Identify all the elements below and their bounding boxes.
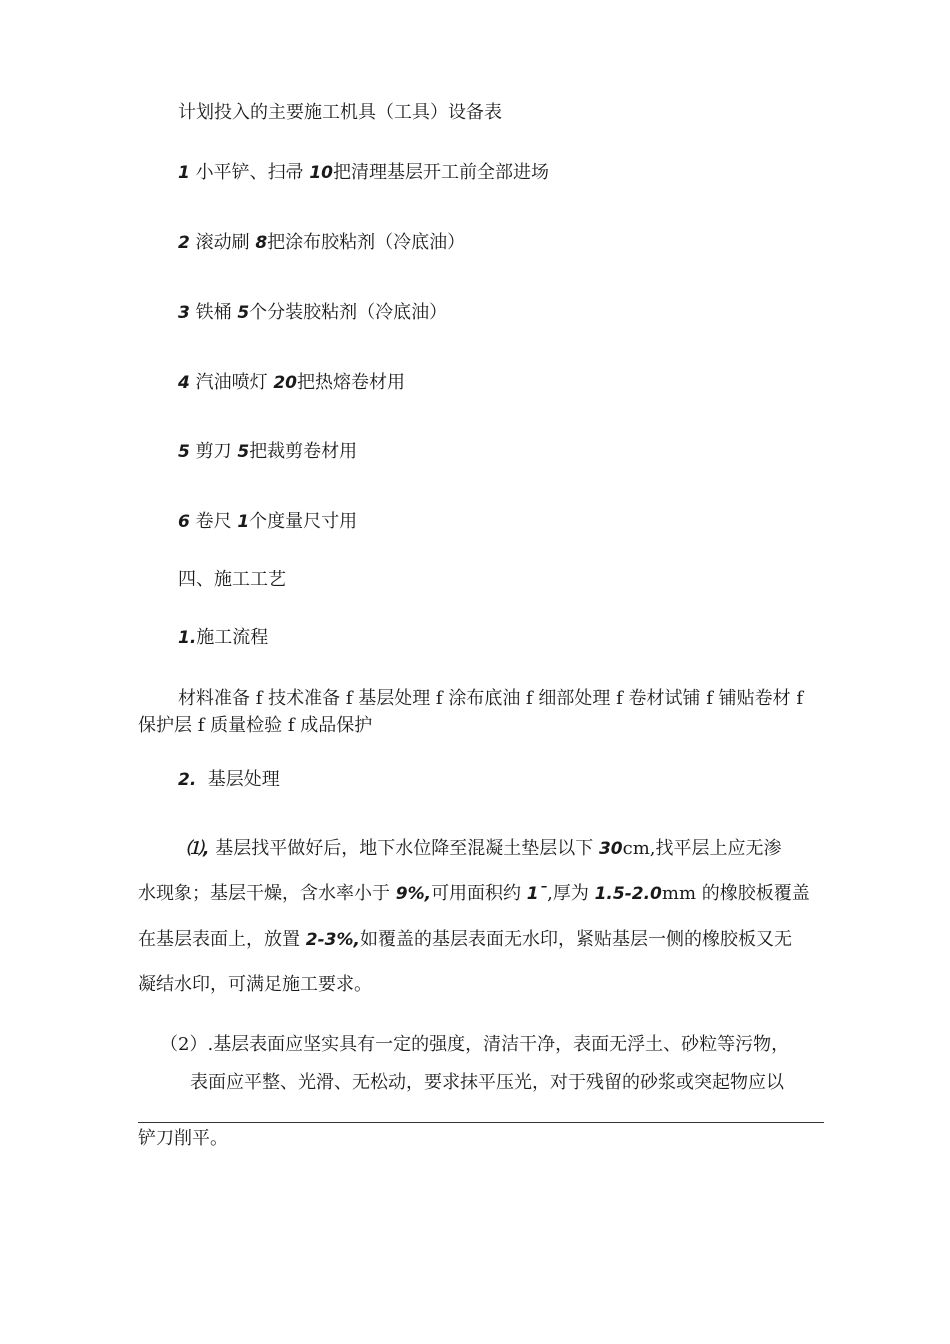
item-unit: 个 [249, 511, 268, 532]
text: ,厚为 [547, 883, 595, 904]
item-use: 热熔卷材用 [314, 372, 405, 393]
item-use: 分装胶粘剂（冷底油） [267, 302, 448, 323]
subheading-text: 施工流程 [196, 627, 269, 648]
subheading-number: 2. [178, 770, 197, 790]
base-p1-line-1 [186, 838, 781, 860]
item-use: 度量尺寸用 [267, 511, 358, 532]
page-divider [138, 1122, 824, 1123]
base-p2-line-2: 表面应平整、光滑、无松动，要求抹平压光，对于残留的砂浆或突起物应以 [190, 1072, 784, 1093]
equipment-item-6 [178, 511, 357, 533]
item-name: 汽油喷灯 [195, 372, 268, 393]
text: 基层表面应坚实具有一定的强度，清洁干净，表面无浮土、砂粒等污物， [213, 1034, 790, 1055]
item-qty: 5 [237, 303, 250, 323]
item-name: 小平铲、扫帚 [195, 162, 304, 183]
item-qty: 8 [255, 233, 268, 253]
item-unit: 把 [332, 162, 351, 183]
item-unit: 把 [267, 232, 286, 253]
subheading-number: 1. [178, 628, 197, 648]
equipment-item-2 [178, 232, 465, 254]
text: 如覆盖的基层表面无水印，紧贴基层一侧的橡胶板又无 [359, 929, 792, 950]
section-heading-construction-process: 四、施工工艺 [178, 569, 286, 590]
item-name: 剪刀 [195, 441, 232, 462]
text: cm,找平层上应无渗 [622, 838, 782, 859]
base-p2-line-3: 铲刀削平。 [138, 1128, 228, 1149]
equipment-item-3 [178, 302, 447, 324]
paragraph-number: （2）. [160, 1034, 214, 1055]
text: mm 的橡胶板覆盖 [661, 883, 810, 904]
item-qty: 5 [237, 442, 250, 462]
item-number: 5 [178, 442, 190, 462]
item-qty: 1 [237, 512, 250, 532]
item-name: 卷尺 [195, 511, 232, 532]
flow-line-1: 材料准备 f 技术准备 f 基层处理 f 涂布底油 f 细部处理 f 卷材试铺 f 铺贴卷材 f [178, 688, 804, 709]
item-number: 6 [178, 512, 190, 532]
item-qty: 10 [309, 163, 333, 183]
base-p1-line-3 [138, 929, 792, 951]
item-use: 清理基层开工前全部进场 [350, 162, 549, 183]
item-name: 滚动刷 [195, 232, 250, 253]
flow-line-2: 保护层 f 质量检验 f 成品保护 [138, 715, 373, 736]
item-use: 涂布胶粘剂（冷底油） [285, 232, 466, 253]
subheading-flow [178, 627, 268, 649]
item-unit: 把 [296, 372, 315, 393]
value: 30 [598, 839, 623, 859]
item-qty: 20 [273, 373, 297, 393]
text: 在基层表面上，放置 [138, 929, 306, 950]
subheading-text: 基层处理 [207, 769, 280, 790]
item-number: 3 [178, 303, 190, 323]
value: 2-3%, [305, 930, 360, 950]
text: 水现象；基层干燥，含水率小于 [138, 883, 396, 904]
table-title: 计划投入的主要施工机具（工具）设备表 [178, 102, 502, 123]
item-number: 4 [178, 373, 190, 393]
equipment-item-5 [178, 441, 357, 463]
base-p1-line-4: 凝结水印，可满足施工要求。 [138, 974, 372, 995]
item-number: 2 [178, 233, 190, 253]
base-p1-line-2 [138, 883, 810, 905]
paragraph-number: ⑴, [186, 839, 210, 859]
item-number: 1 [178, 163, 190, 183]
equipment-item-4 [178, 372, 405, 394]
value: 9%, [395, 884, 432, 904]
item-unit: 个 [249, 302, 268, 323]
item-name: 铁桶 [195, 302, 232, 323]
subheading-base [178, 769, 280, 791]
item-unit: 把 [249, 441, 268, 462]
text: 可用面积约 [431, 883, 527, 904]
item-use: 裁剪卷材用 [267, 441, 358, 462]
equipment-item-1 [178, 162, 549, 184]
text: 基层找平做好后，地下水位降至混凝土垫层以下 [215, 838, 599, 859]
value: 1.5-2.0 [594, 884, 662, 904]
base-p2-line-1 [160, 1034, 789, 1056]
value: 1¯ [526, 884, 548, 904]
